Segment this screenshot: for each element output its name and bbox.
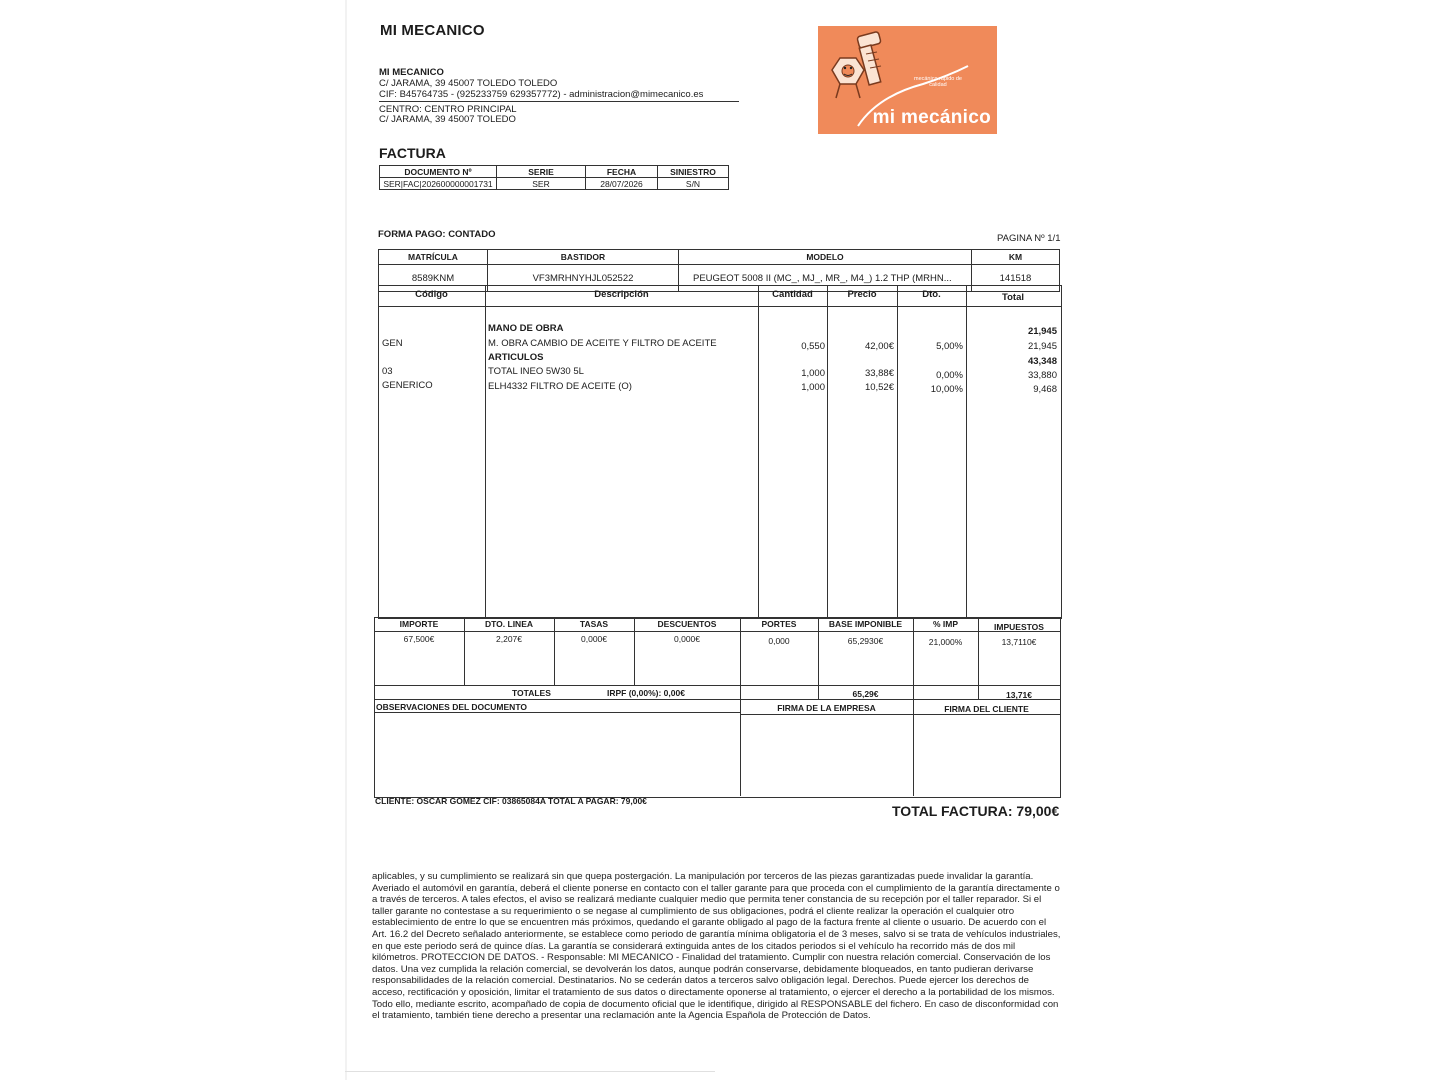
company-contact: CIF: B45764735 - (925233759 629357772) - administracion@mimecanico.es (379, 89, 704, 100)
item-total: 43,348 (1027, 356, 1057, 367)
col-divider (758, 285, 759, 617)
brand-title: MI MECANICO (380, 22, 485, 39)
totals-divider (374, 699, 1060, 700)
item-code: 03 (382, 366, 393, 377)
base-imponible-header: BASE IMPONIBLE (828, 619, 903, 629)
impuestos-value: 13,7110€ (1001, 637, 1037, 647)
cantidad-header: Cantidad (772, 289, 813, 300)
item-total: 21,945 (1027, 341, 1057, 352)
item-price: 33,88€ (864, 368, 894, 379)
descuentos-value: 0,000€ (674, 634, 700, 644)
firma-cliente-label: FIRMA DEL CLIENTE (944, 704, 1029, 714)
col-divider (897, 285, 898, 617)
legal-text: aplicables, y su cumplimiento se realizará sin que quepa postergación. La manipulación por terceros de las piezas garantizadas puede invalidar la garantía. Averiado el automóvil en garantía, deberá el cliente ponerse en contacto con el taller garante para que proceda con el cumplimiento de la garantía directamente o a través de terceros. A tales efectos, el aviso se realizará mediante cualquier medio que permita tener constancia de su recepción por el taller reparador. Si el taller garante no contestase a su requerimiento o se negase al cumplimiento de sus obligaciones, podrá el cliente realizar la operación el cualquier otro establecimiento de entre lo que se encuentren más próximos, quedando el garante obligado al pago de la factura frente al cliente o usuario. De acuerdo con el Art. 16.2 del Decreto señalado anteriormente, se establece como periodo de garantía mínima obligatoria el de 3 meses, salvo si se trata de vehículos industriales, en que este periodo será de quince días. La garantía se considerará extinguida antes de los citados periodos si el vehículo ha recorrido más de dos mil kilómetros. PROTECCION DE DATOS. - Responsable: MI MECANICO - Finalidad del tratamiento. Cumplir con nuestra relación comercial. Conservación de los datos. Una vez cumplida la relación comercial, se devolverán los datos, aunque podrán conservarse, debidamente bloqueados, en tanto pudieran derivarse responsabilidades de la relación comercial. Destinatarios. No se cederán datos a terceros salvo obligación legal. Derechos. Puede ejercer los derechos de acceso, rectificación y oposición, limitar el tratamiento de sus datos o directamente oponerse al tratamiento, o ejercer el derecho a la portabilidad de los mismos. Todo ello, mediante escrito, acompañado de copia de documento oficial que le identifique, dirigido al RESPONSABLE del fichero. En caso de disconformidad con el tratamiento, también tiene derecho a presentar una reclamación ante la Agencia Española de Protección de Datos. (372, 871, 1061, 1022)
tasas-header: TASAS (579, 619, 609, 629)
modelo-header: MODELO (679, 250, 972, 265)
header-divider (379, 101, 739, 102)
irpf-label: IRPF (0,00%): 0,00€ (607, 688, 685, 698)
codigo-header: Código (415, 289, 448, 300)
logo-text: mi mecánico (872, 107, 991, 128)
base-total: 65,29€ (852, 689, 879, 699)
item-dto: 10,00% (930, 384, 963, 395)
item-code: GENERICO (382, 380, 433, 391)
fecha-header: FECHA (586, 166, 658, 178)
fecha-value: 28/07/2026 (586, 178, 658, 190)
portes-header: PORTES (761, 619, 797, 629)
dto-linea-header: DTO. LINEA (484, 619, 533, 629)
company-logo (818, 26, 997, 134)
tasas-value: 0,000€ (581, 634, 607, 644)
modelo-value: PEUGEOT 5008 II (MC_, MJ_, MR_, M4_) 1.2 THP (MRHN... (679, 265, 972, 292)
totales-label: TOTALES (512, 688, 551, 698)
descripcion-header: Descripción (594, 289, 649, 300)
signature-divider (740, 714, 1060, 715)
totals-divider (374, 685, 1060, 686)
matricula-value: 8589KNM (379, 265, 488, 292)
col-divider (485, 285, 486, 617)
importe-value: 67,500€ (403, 634, 435, 644)
doc-number-header: DOCUMENTO Nº (380, 166, 497, 178)
payment-method: FORMA PAGO: CONTADO (378, 229, 496, 240)
km-header: KM (972, 250, 1060, 265)
serie-header: SERIE (497, 166, 586, 178)
dto-linea-value: 2,207€ (496, 634, 522, 644)
item-desc: ARTICULOS (488, 352, 544, 363)
observaciones-label: OBSERVACIONES DEL DOCUMENTO (376, 702, 527, 712)
descuentos-header: DESCUENTOS (657, 619, 717, 629)
imp-percent-header: % IMP (932, 619, 959, 629)
km-value: 141518 (972, 265, 1060, 292)
item-qty: 1,000 (801, 382, 825, 393)
item-price: 10,52€ (864, 382, 894, 393)
dto-header: Dto. (922, 289, 941, 300)
totals-header-divider (374, 631, 1060, 632)
invoice-doc-table (379, 165, 729, 190)
scan-bottom-edge (345, 1071, 715, 1072)
serie-value: SER (497, 178, 586, 190)
item-price: 42,00€ (864, 341, 894, 352)
client-line: CLIENTE: OSCAR GOMEZ CIF: 03865084A TOTAL A PAGAR: 79,00€ (375, 796, 647, 806)
item-total: 9,468 (1033, 384, 1057, 395)
invoice-title: FACTURA (379, 145, 446, 161)
item-desc: MANO DE OBRA (488, 323, 564, 334)
item-total: 21,945 (1027, 326, 1057, 337)
center-name: CENTRO: CENTRO PRINCIPAL (379, 104, 517, 115)
doc-number-value: SER|FAC|202600000001731 (380, 178, 497, 190)
siniestro-value: S/N (658, 178, 729, 190)
col-divider (827, 285, 828, 617)
total-factura: TOTAL FACTURA: 79,00€ (892, 803, 1060, 819)
bastidor-value: VF3MRHNYHJL052522 (488, 265, 679, 292)
bastidor-header: BASTIDOR (488, 250, 679, 265)
item-qty: 0,550 (801, 341, 825, 352)
item-code: GEN (382, 338, 403, 349)
scan-edge (345, 0, 347, 1080)
portes-value: 0,000 (768, 636, 790, 646)
firma-empresa-label: FIRMA DE LA EMPRESA (777, 703, 876, 713)
items-table (378, 285, 1062, 619)
company-address: C/ JARAMA, 39 45007 TOLEDO TOLEDO (379, 78, 558, 89)
precio-header: Precio (847, 289, 877, 300)
col-divider (818, 617, 819, 699)
page-number: PAGINA Nº 1/1 (997, 233, 1061, 244)
logo-tagline: mecánico rápido de calidad (913, 76, 962, 88)
impuestos-header: IMPUESTOS (994, 622, 1044, 632)
imp-percent-value: 21,000% (928, 637, 963, 647)
tax-total: 13,71€ (1006, 690, 1032, 700)
item-desc: TOTAL INEO 5W30 5L (488, 366, 584, 377)
center-address: C/ JARAMA, 39 45007 TOLEDO (379, 114, 516, 125)
item-qty: 1,000 (801, 368, 825, 379)
base-imponible-value: 65,2930€ (847, 636, 884, 646)
company-name: MI MECANICO (379, 67, 444, 78)
importe-header: IMPORTE (399, 619, 439, 629)
item-dto: 0,00% (936, 370, 963, 381)
item-desc: ELH4332 FILTRO DE ACEITE (O) (488, 381, 632, 392)
item-desc: M. OBRA CAMBIO DE ACEITE Y FILTRO DE ACEITE (488, 338, 717, 349)
matricula-header: MATRÍCULA (379, 250, 488, 265)
observaciones-divider (374, 712, 740, 713)
item-dto: 5,00% (936, 341, 963, 352)
total-header: Total (1002, 292, 1024, 303)
items-header-divider (378, 306, 1061, 307)
siniestro-header: SINIESTRO (658, 166, 729, 178)
item-total: 33,880 (1027, 370, 1057, 381)
